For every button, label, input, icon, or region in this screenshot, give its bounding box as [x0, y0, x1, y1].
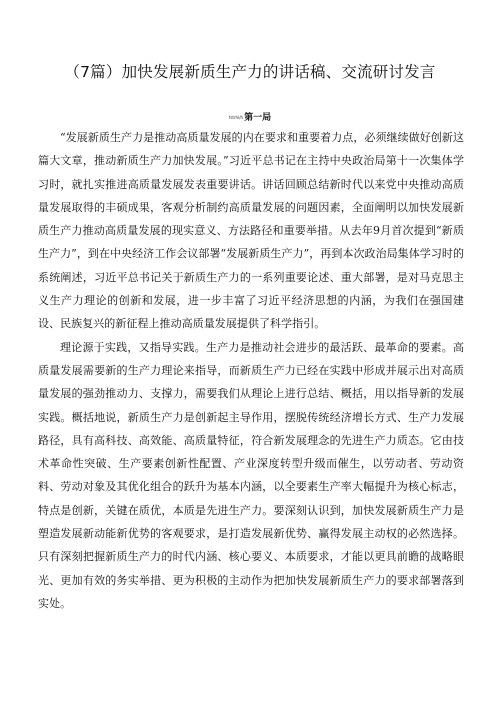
section-heading-prefix: fstrhl/h: [228, 115, 244, 120]
paragraph: 理论源于实践，又指导实践。生产力是推动社会进步的最活跃、最革命的要素。高质量发展需要新的生产力理论来指导，而新质生产力已经在实践中形成并展示出对高质量发展的强劲推动力、支撑力，需要我们从理论上进行总结、概括，用以指导新的发展实践。概括地说，新质生产力是创新起主导作用，摆脱传统经济增长方式、生产力发展路径，具有高科技、高效能、高质量特征，符合新发展理念的先进生产力质态。它由技术革命性突破、生产要素创新性配置、产业深度转型升级而催生，以劳动者、劳动资料、劳动对象及其优化组合的跃升为基本内涵，以全要素生产率大幅提升为核心标志，特点是创新，关键在质优，本质是先进生产力。要深刻认识到，加快发展新质生产力是塑造发展新动能新优势的客观要求，是打造发展新优势、赢得发展主动权的必然选择。只有深刻把握新质生产力的时代内涵、核心要义、本质要求，才能以更具前瞻的战略眼光、更加有效的务实举措、更为积极的主动作为把加快发展新质生产力的要求部署落到实处。: [38, 340, 464, 610]
paragraph: “发展新质生产力是推动高质量发展的内在要求和重要着力点，必须继续做好创新这篇大文章，推动新质生产力加快发展。”习近平总书记在主持中央政治局第十一次集体学习时，就扎实推进高质量发展发表重要讲话。讲话回顾总结新时代以来党中央推动高质量发展取得的丰硕成果，客观分析制约高质量发展的问题因素，全面阐明以加快发展新质生产力推动高质量发展的现实意义、方法路径和重要举措。从去年9月首次提到“新质生产力”，到在中央经济工作会议部署“发展新质生产力”，再到本次政治局集体学习时的系统阐述，习近平总书记关于新质生产力的一系列重要论述、重大部署，是对马克思主义生产力理论的创新和发展，进一步丰富了习近平经济思想的内涵，为我们在强国建设、民族复兴的新征程上推动高质量发展提供了科学指引。: [38, 131, 464, 331]
section-heading: [0, 110, 500, 123]
document-body: [38, 126, 464, 615]
section-heading-text: 第一局: [244, 113, 272, 123]
document-title: （7篇）加快发展新质生产力的讲话稿、交流研讨发言: [64, 63, 436, 81]
